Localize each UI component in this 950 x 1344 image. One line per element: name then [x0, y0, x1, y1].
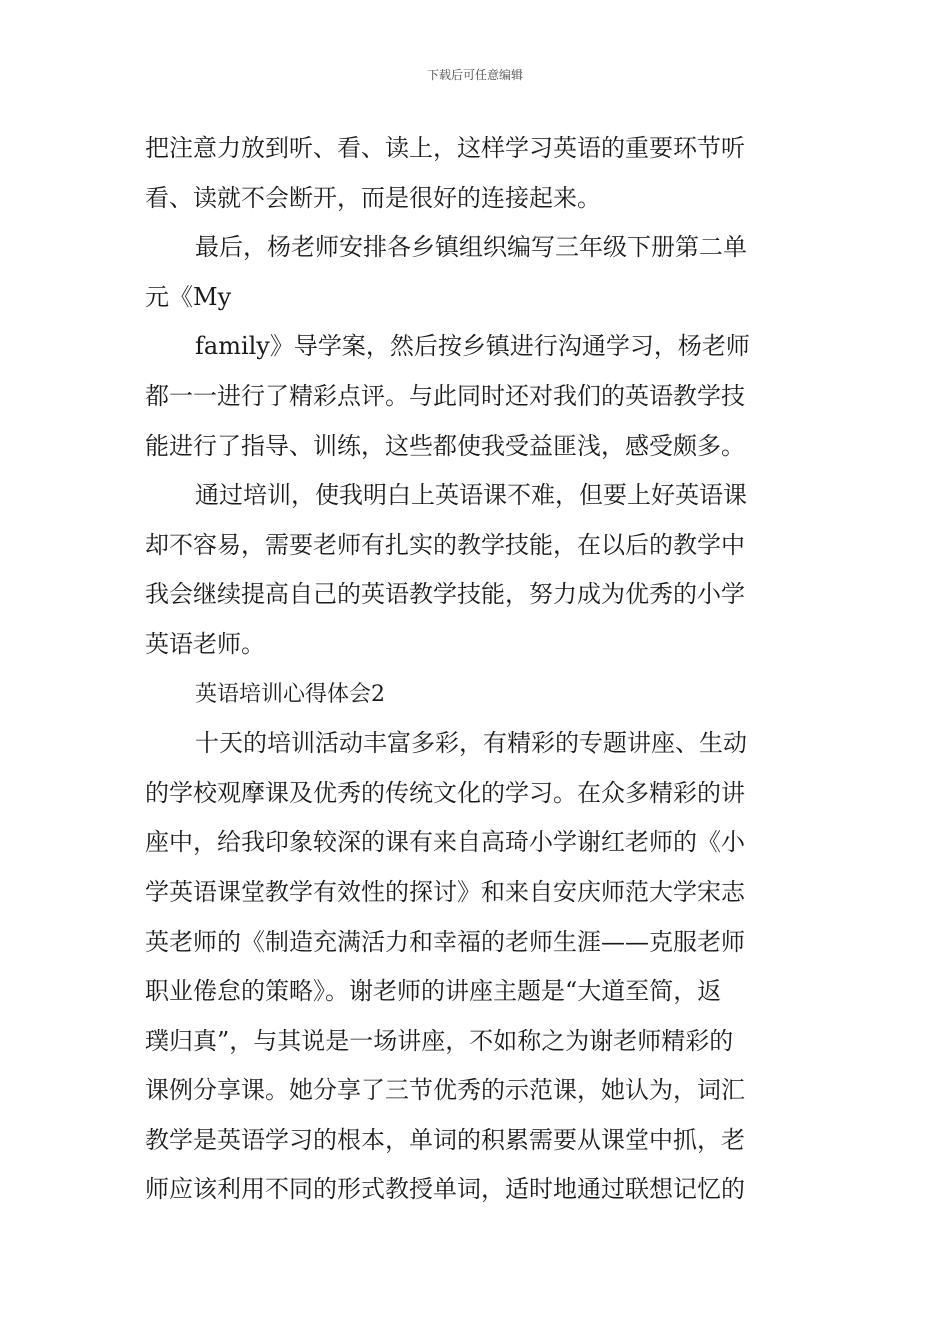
text-line: 课例分享课。她分享了三节优秀的示范课，她认为，词汇	[145, 1076, 745, 1105]
text-line: 师应该利用不同的形式教授单词，适时地通过联想记忆的	[145, 1175, 745, 1204]
text-line: 学英语课堂教学有效性的探讨》和来自安庆师范大学宋志	[145, 877, 745, 906]
paragraph-start-line: 通过培训，使我明白上英语课不难，但要上好英语课	[195, 481, 747, 510]
paragraph-start-line: 十天的培训活动丰富多彩，有精彩的专题讲座、生动	[195, 729, 747, 758]
text-line: 座中，给我印象较深的课有来自高琦小学谢红老师的《小	[145, 828, 745, 857]
text-line: 的学校观摩课及优秀的传统文化的学习。在众多精彩的讲	[145, 778, 745, 807]
page-header: 下载后可任意编辑	[426, 68, 523, 82]
text-line: 元《My	[145, 282, 232, 311]
document-body	[145, 124, 810, 1215]
paragraph-start-line: 最后，杨老师安排各乡镇组织编写三年级下册第二单	[195, 233, 747, 262]
text-line: 能进行了指导、训练，这些都使我受益匪浅，感受颇多。	[145, 431, 745, 460]
text-line: 看、读就不会断开，而是很好的连接起来。	[145, 183, 601, 212]
text-line: 却不容易，需要老师有扎实的教学技能，在以后的教学中	[145, 530, 745, 559]
text-line: 职业倦怠的策略》。谢老师的讲座主题是“大道至简，返	[145, 977, 722, 1006]
text-line: family》导学案，然后按乡镇进行沟通学习，杨老师	[195, 332, 750, 361]
section-heading: 英语培训心得体会2	[195, 681, 385, 707]
text-line: 都一一进行了精彩点评。与此同时还对我们的英语教学技	[145, 381, 745, 410]
text-line: 我会继续提高自己的英语教学技能，努力成为优秀的小学	[145, 580, 745, 609]
text-line: 把注意力放到听、看、读上，这样学习英语的重要环节听	[145, 134, 745, 162]
text-line: 英语老师。	[145, 629, 265, 658]
text-line: 英老师的《制造充满活力和幸福的老师生涯——克服老师	[145, 927, 745, 956]
text-line: 教学是英语学习的根本，单词的积累需要从课堂中抓，老	[145, 1125, 745, 1154]
text-line: 璞归真”，与其说是一场讲座，不如称之为谢老师精彩的	[145, 1026, 734, 1055]
